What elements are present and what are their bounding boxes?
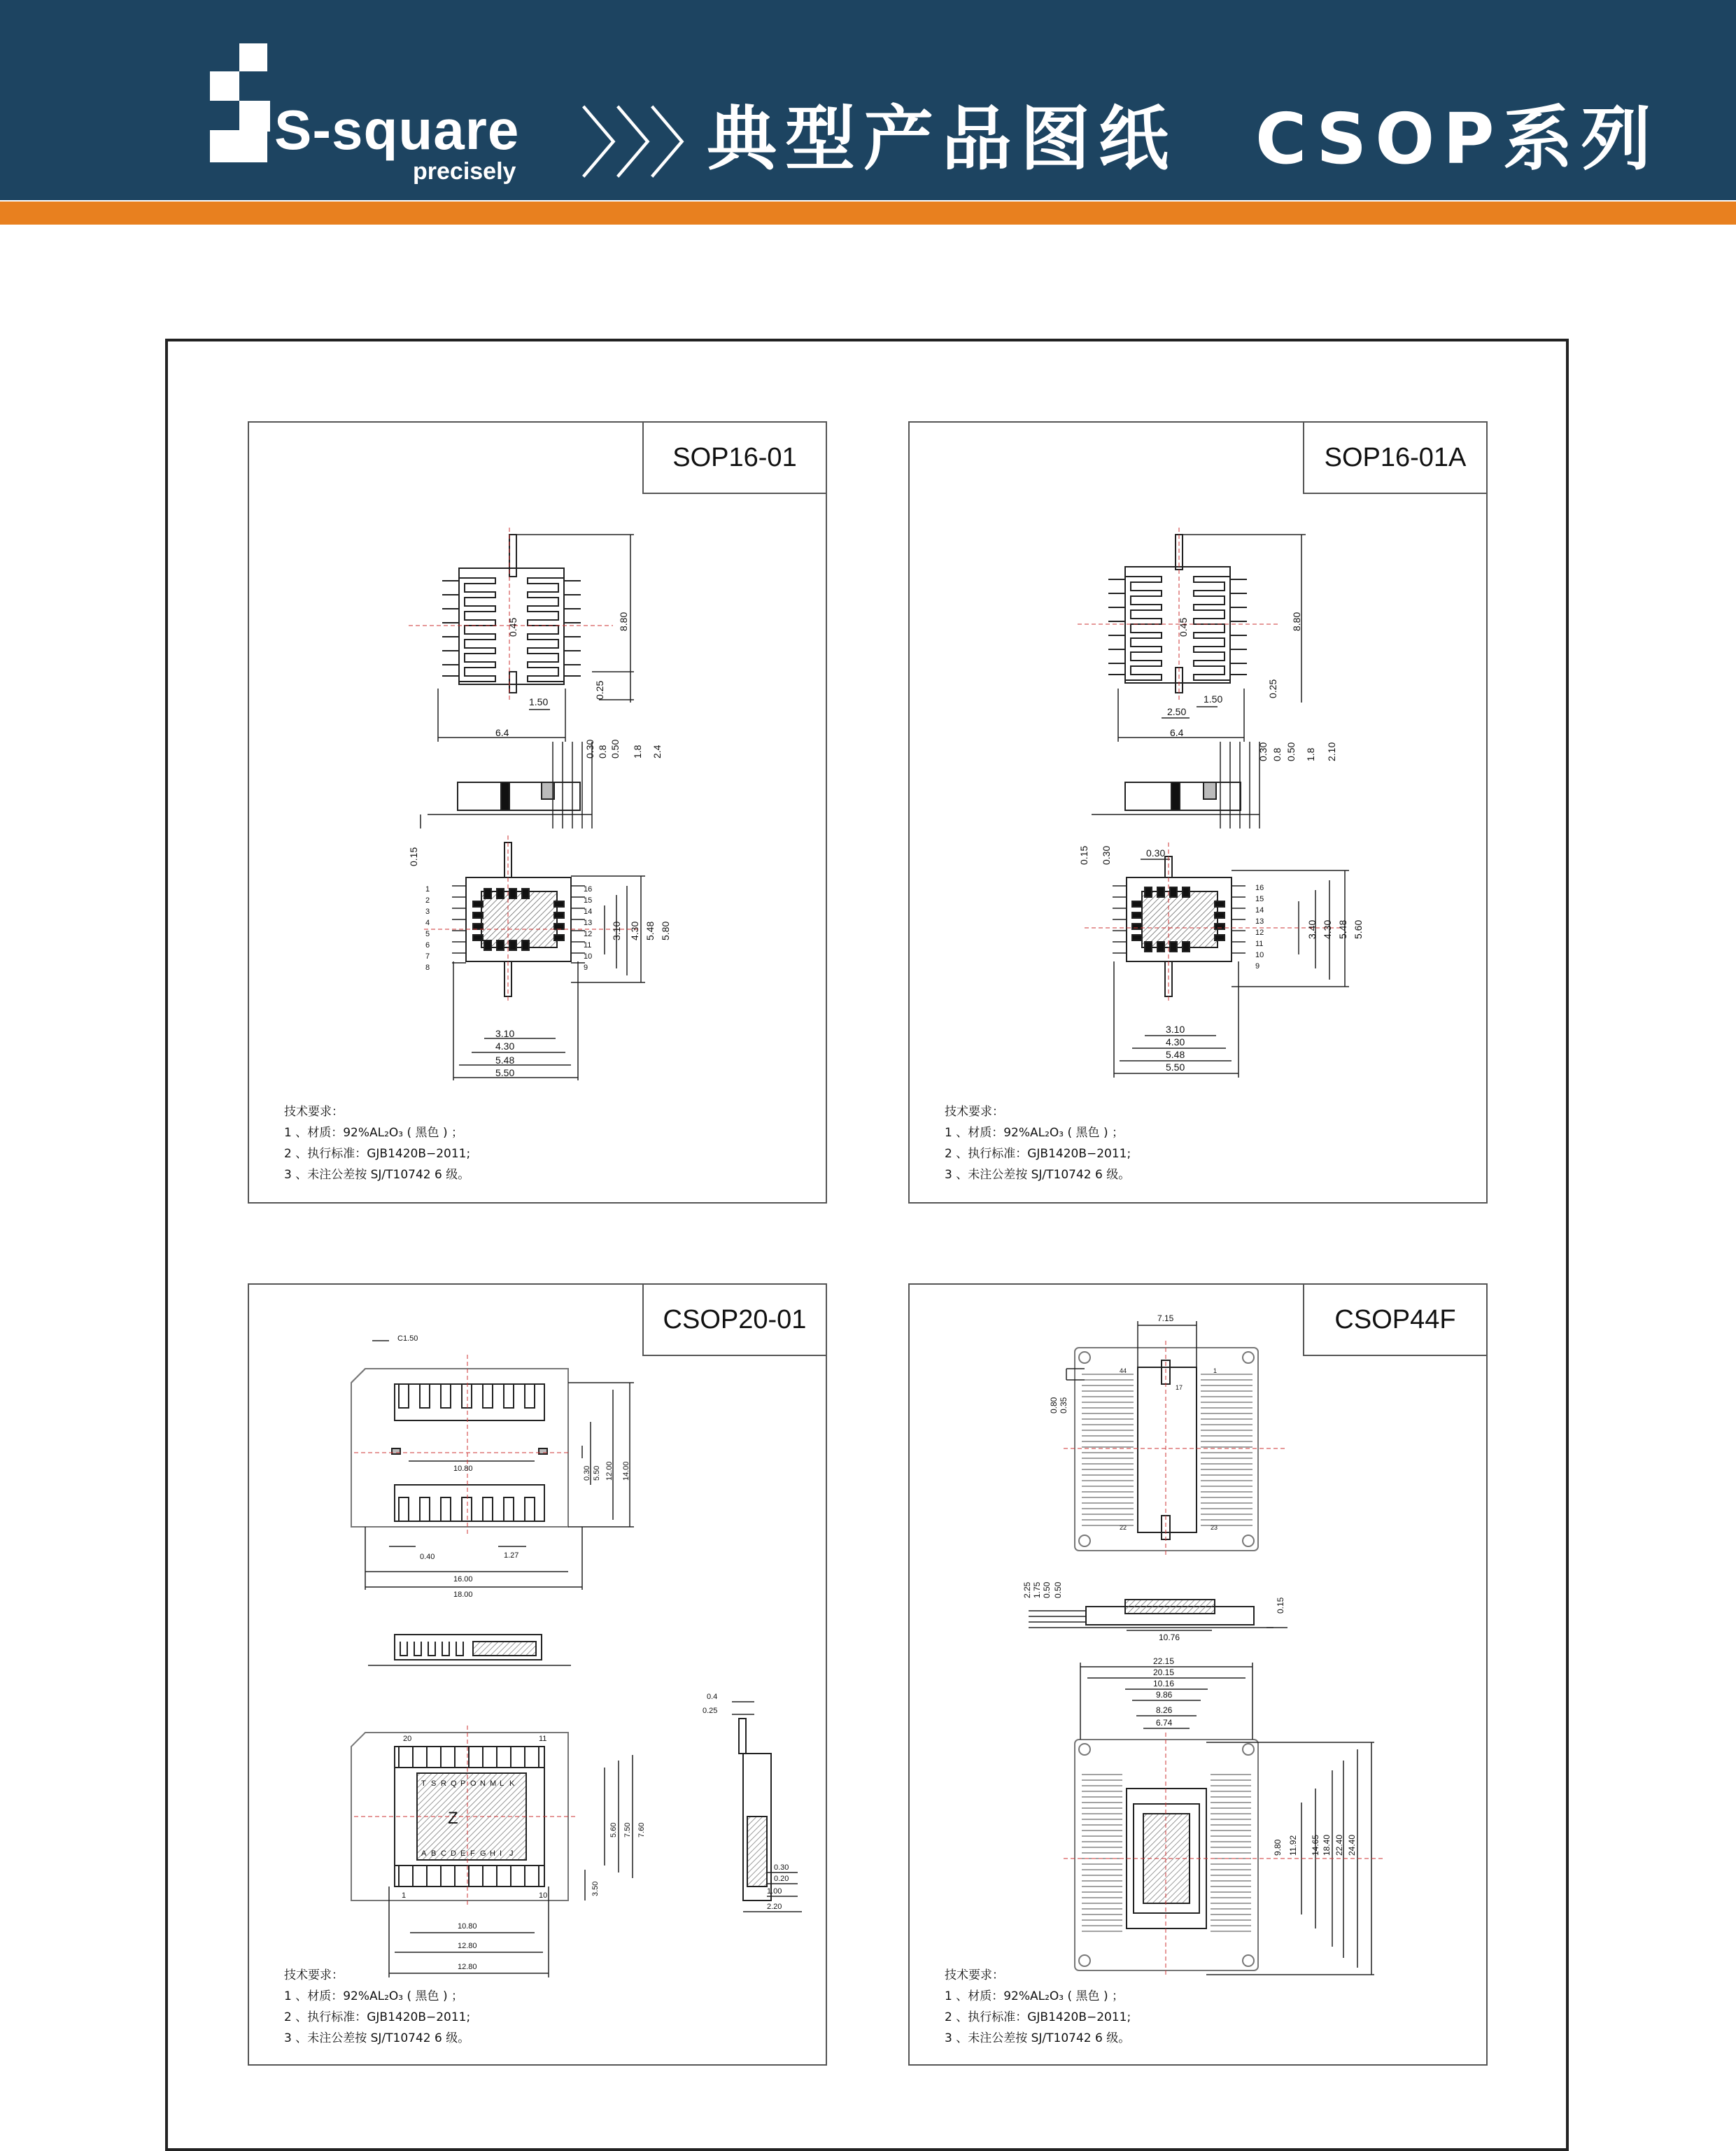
tech-notes [945, 1965, 1131, 2049]
notes-line: 3 、未注公差按 SJ/T10742 6 级。 [945, 2031, 1131, 2045]
dim-s3: 0.50 [609, 739, 621, 759]
dim-w2: 20.15 [1153, 1667, 1175, 1677]
dim-w3: 10.16 [1153, 1679, 1175, 1688]
pin-label: 3 [425, 908, 430, 916]
panel-csop44f [908, 1283, 1488, 2066]
pin-label: 14 [584, 908, 593, 916]
dim-d5: 18.00 [453, 1591, 473, 1599]
pad-letter: P [460, 1779, 466, 1788]
pin-1: 1 [402, 1891, 407, 1900]
notes-heading: 技术要求： [284, 1105, 344, 1119]
dim-w6: 6.74 [1156, 1718, 1173, 1728]
notes-line: 3 、未注公差按 SJ/T10742 6 级。 [945, 1168, 1131, 1182]
dim-height: 8.80 [1291, 612, 1302, 631]
dim-pitch: 1.50 [1204, 693, 1223, 705]
pad-letter: H [490, 1849, 495, 1858]
dim-t1: 0.25 [594, 680, 605, 700]
dim-r1: 3.10 [611, 921, 622, 940]
pin-44: 44 [1120, 1367, 1127, 1374]
dim-s5: 2.4 [651, 745, 663, 759]
pad-letter: C [441, 1849, 446, 1858]
dim-top: 7.15 [1157, 1313, 1174, 1323]
tech-notes [284, 1101, 470, 1185]
pad-letter: F [470, 1849, 475, 1858]
dim-w5: 8.26 [1156, 1705, 1173, 1715]
notes-heading: 技术要求： [284, 1968, 344, 1982]
dim-g3: 0.30 [774, 1863, 789, 1872]
pin-label: 16 [584, 885, 593, 894]
notes-line: 2 、执行标准：GJB1420B−2011; [945, 1147, 1131, 1161]
pin-17: 17 [1176, 1384, 1183, 1391]
pin-label: 15 [584, 896, 593, 905]
dim-g6: 2.20 [767, 1903, 782, 1911]
dim-s1: 2.25 [1022, 1581, 1032, 1598]
pin-label: 16 [1255, 884, 1264, 892]
dim-b3: 5.48 [1166, 1049, 1185, 1060]
pad-letter: L [500, 1779, 504, 1788]
dim-g5: 1.00 [767, 1887, 782, 1896]
brand-tagline: precisely [413, 158, 516, 185]
panel-title: CSOP20-01 [642, 1283, 827, 1356]
tech-notes [284, 1965, 470, 2049]
pad-letter: R [441, 1779, 446, 1788]
dim-f3: 7.60 [637, 1822, 646, 1838]
dim-e1: 10.80 [458, 1922, 477, 1931]
pad-letter: G [480, 1849, 486, 1858]
dim-v3: 12.00 [605, 1461, 614, 1481]
dim-b3: 5.48 [495, 1055, 515, 1066]
dim-d1: 10.80 [453, 1465, 473, 1473]
pin-22: 22 [1120, 1524, 1127, 1531]
dim-f1: 5.60 [609, 1822, 618, 1838]
dim-r4: 5.80 [660, 921, 671, 940]
dim-s6: 0.15 [408, 847, 419, 866]
dim-s6: 0.15 [1078, 845, 1089, 865]
dim-s3: 0.50 [1285, 742, 1297, 761]
pin-label: 12 [584, 930, 593, 938]
dim-v4: 14.00 [622, 1461, 630, 1481]
dim-d4: 16.00 [453, 1575, 473, 1584]
notes-line: 1 、材质：92%AL₂O₃ ( 黑色 ) ； [945, 1126, 1124, 1140]
dim-b1: 3.10 [1166, 1024, 1185, 1035]
pin-label: 1 [425, 885, 430, 894]
notes-heading: 技术要求： [945, 1105, 1004, 1119]
notes-line: 1 、材质：92%AL₂O₃ ( 黑色 ) ； [284, 1126, 463, 1140]
pin-20: 20 [403, 1735, 412, 1743]
pin-label: 6 [425, 941, 430, 950]
dim-s4: 1.8 [1305, 747, 1316, 761]
notes-line: 1 、材质：92%AL₂O₃ ( 黑色 ) ； [284, 1989, 463, 2003]
notes-line: 2 、执行标准：GJB1420B−2011; [945, 2010, 1131, 2024]
dim-h1: 9.80 [1273, 1839, 1283, 1856]
dim-h5: 22.40 [1334, 1834, 1344, 1856]
dim-b4: 5.50 [495, 1067, 515, 1078]
dim-c: C1.50 [397, 1334, 418, 1343]
pin-1: 1 [1213, 1367, 1218, 1374]
dim-g2: 0.25 [703, 1707, 718, 1715]
pad-letter: Q [451, 1779, 457, 1788]
sop16-01-drawing [249, 423, 828, 1205]
dim-b1: 3.10 [495, 1028, 515, 1039]
pin-11: 11 [539, 1735, 547, 1743]
pin-label: 11 [1255, 940, 1264, 948]
dim-v1: 0.30 [583, 1465, 591, 1481]
dim-h4: 18.40 [1322, 1834, 1332, 1856]
dim-s1: 0.30 [1257, 742, 1269, 761]
page-title: 典型产品图纸 CSOP系列 [707, 98, 1660, 180]
dim-r2: 4.30 [629, 921, 640, 940]
dim-h6: 24.40 [1347, 1834, 1357, 1856]
pin-label: 8 [425, 964, 430, 972]
pad-letter: A [421, 1849, 427, 1858]
notes-line: 3 、未注公差按 SJ/T10742 6 级。 [284, 1168, 470, 1182]
dim-w2: 2.50 [1167, 706, 1187, 717]
pin-label: 12 [1255, 929, 1264, 937]
dim-v2: 0.35 [1059, 1397, 1068, 1413]
pin-label: 10 [1255, 951, 1264, 959]
dim-r4: 5.60 [1353, 919, 1364, 939]
pad-letter: D [451, 1849, 456, 1858]
dim-e3: 12.80 [458, 1963, 477, 1971]
pin-label: 13 [584, 919, 593, 927]
dim-v1: 0.80 [1049, 1397, 1059, 1413]
pin-label: 14 [1255, 906, 1264, 915]
pin-10: 10 [539, 1891, 548, 1900]
pad-letter: J [509, 1849, 514, 1858]
dim-height: 8.80 [618, 612, 629, 631]
pad-letter: I [500, 1849, 502, 1858]
panel-sop16-01 [248, 421, 827, 1204]
dim-r3: 5.48 [644, 921, 656, 940]
brand-name: S-square [274, 99, 520, 161]
dim-f2: 7.50 [623, 1822, 632, 1838]
notes-line: 2 、执行标准：GJB1420B−2011; [284, 2010, 471, 2024]
dim-pitch: 1.50 [529, 696, 549, 707]
dim-r1: 3.40 [1306, 919, 1318, 939]
dim-b2: 4.30 [495, 1041, 515, 1052]
dim-w4: 9.86 [1156, 1690, 1173, 1700]
notes-line: 2 、执行标准：GJB1420B−2011; [284, 1147, 471, 1161]
dim-t1: 0.25 [1267, 679, 1278, 698]
dim-s5: 10.76 [1159, 1632, 1180, 1642]
dim-s7: 0.30 [1101, 845, 1112, 865]
panel-title: SOP16-01A [1303, 421, 1488, 494]
notes-line: 1 、材质：92%AL₂O₃ ( 黑色 ) ； [945, 1989, 1124, 2003]
dim-r3: 5.48 [1337, 919, 1348, 939]
pin-label: 2 [425, 896, 430, 905]
pad-letter: M [490, 1779, 497, 1788]
tech-notes [945, 1101, 1131, 1185]
dim-s8: 0.30 [1146, 847, 1166, 859]
dim-g4: 0.20 [774, 1875, 789, 1883]
dim-lead: 0.45 [1178, 617, 1189, 637]
dim-d2: 0.40 [420, 1553, 435, 1561]
dim-s2: 0.8 [597, 745, 608, 759]
dim-s4: 1.8 [632, 745, 643, 759]
pin-label: 9 [584, 964, 588, 972]
dim-w1: 22.15 [1153, 1656, 1175, 1666]
dim-d3: 1.27 [504, 1551, 519, 1560]
panel-title: CSOP44F [1303, 1283, 1488, 1356]
dim-f4: 3.50 [591, 1881, 600, 1896]
pin-23: 23 [1211, 1524, 1218, 1531]
dim-e2: 12.80 [458, 1942, 477, 1950]
pad-letter: O [470, 1779, 477, 1788]
pad-letter: T [421, 1779, 426, 1788]
pad-letter: S [431, 1779, 437, 1788]
dim-s4: 0.50 [1053, 1581, 1063, 1598]
accent-stripe [0, 202, 1736, 225]
dim-s1: 0.30 [584, 739, 595, 759]
pin-label: 7 [425, 952, 430, 961]
dim-top-width: 6.4 [495, 727, 509, 738]
pin-label: 10 [584, 952, 593, 961]
panel-sop16-01a [908, 421, 1488, 1204]
pad-letter: E [460, 1849, 466, 1858]
notes-line: 3 、未注公差按 SJ/T10742 6 级。 [284, 2031, 470, 2045]
pin-label: 5 [425, 930, 430, 938]
dim-s6: 0.15 [1276, 1597, 1285, 1614]
dim-s5: 2.10 [1326, 742, 1337, 761]
dim-h3: 14.65 [1311, 1834, 1320, 1856]
pin-label: 13 [1255, 917, 1264, 926]
chevrons-icon: 〉〉〉 [579, 101, 721, 188]
dim-lead: 0.45 [507, 617, 518, 637]
pad-letter: N [480, 1779, 486, 1788]
pin-label: 4 [425, 919, 430, 927]
pin-label: 11 [584, 941, 592, 950]
dim-b2: 4.30 [1166, 1036, 1185, 1048]
dim-s2: 0.8 [1271, 747, 1283, 761]
pad-letter: K [509, 1779, 515, 1788]
dim-v2: 5.50 [593, 1465, 601, 1481]
dim-b4: 5.50 [1166, 1062, 1185, 1073]
pad-letter: B [431, 1849, 437, 1858]
pin-label: 9 [1255, 962, 1260, 971]
csop44f-drawing [910, 1285, 1489, 2067]
dim-r2: 4.30 [1322, 919, 1333, 939]
sop16-01a-drawing [910, 423, 1489, 1205]
dim-top-width: 6.4 [1170, 727, 1184, 738]
notes-heading: 技术要求： [945, 1968, 1004, 1982]
panel-title: SOP16-01 [642, 421, 827, 494]
panel-csop20-01 [248, 1283, 827, 2066]
center-mark: Z [448, 1809, 458, 1828]
dim-s3: 0.50 [1042, 1581, 1052, 1598]
dim-s2: 1.75 [1032, 1581, 1042, 1598]
dim-h2: 11.92 [1288, 1835, 1298, 1856]
pin-label: 15 [1255, 895, 1264, 903]
csop20-01-drawing [249, 1285, 828, 2067]
dim-g1: 0.4 [707, 1693, 718, 1701]
